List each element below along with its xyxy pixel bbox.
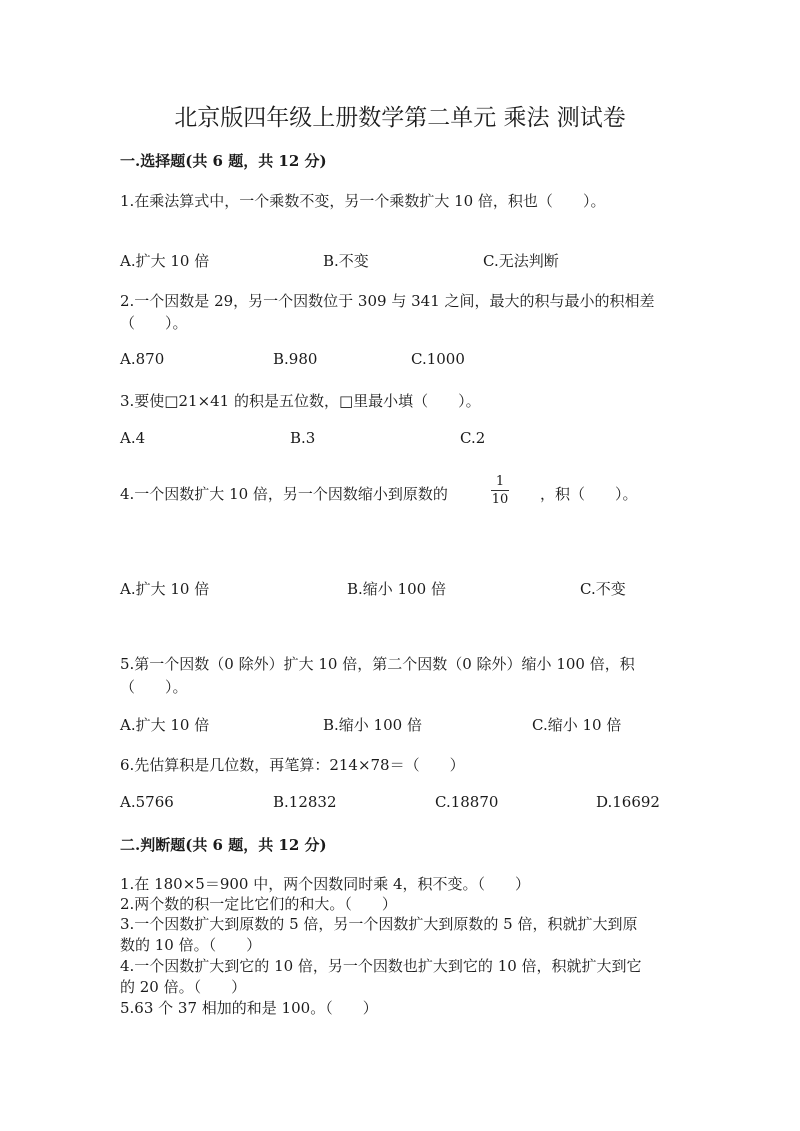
question-4-text-tail: ，积（ ）。 [540,485,638,503]
question-6-option-a: A.5766 [120,793,174,811]
question-6-option-d: D.16692 [596,793,660,811]
judgment-line: 2.两个数的积一定比它们的和大。（ ） [120,895,397,913]
fraction-numerator: 1 [495,474,505,489]
section-heading-choice: 一.选择题(共 6 题，共 12 分) [120,152,327,170]
question-3-option-a: A.4 [120,429,146,447]
question-4-option-c: C.不变 [580,580,626,598]
question-5-text-line2: （ ）。 [120,678,188,696]
question-5-text: 5.第一个因数（0 除外）扩大 10 倍，第二个因数（0 除外）缩小 100 倍，积 [120,655,635,673]
question-2-text-line2: （ ）。 [120,314,188,332]
question-3-text: 3.要使□21×41 的积是五位数，□里最小填（ ）。 [120,392,481,410]
question-6-option-b: B.12832 [273,793,337,811]
question-3-option-b: B.3 [290,429,316,447]
question-5-option-c: C.缩小 10 倍 [532,716,622,734]
question-2-option-a: A.870 [120,350,165,368]
judgment-line: 1.在 180×5＝900 中，两个因数同时乘 4，积不变。（ ） [120,875,531,893]
question-5-option-a: A.扩大 10 倍 [120,716,210,734]
judgment-line: 4.一个因数扩大到它的 10 倍，另一个因数也扩大到它的 10 倍，积就扩大到它 [120,957,642,975]
judgment-line: 5.63 个 37 相加的和是 100。（ ） [120,999,378,1017]
question-6-option-c: C.18870 [435,793,499,811]
question-5-option-b: B.缩小 100 倍 [323,716,422,734]
question-1-option-b: B.不变 [323,252,369,270]
question-1-option-c: C.无法判断 [483,252,559,270]
page-title: 北京版四年级上册数学第二单元 乘法 测试卷 [174,105,626,131]
judgment-line: 的 20 倍。（ ） [120,978,247,996]
question-2-option-b: B.980 [273,350,318,368]
fraction-denominator: 10 [491,492,509,507]
question-4-option-b: B.缩小 100 倍 [347,580,446,598]
section-heading-judgment: 二.判断题(共 6 题，共 12 分) [120,836,327,854]
question-4-option-a: A.扩大 10 倍 [120,580,210,598]
question-2-text: 2.一个因数是 29，另一个因数位于 309 与 341 之间，最大的积与最小的积相差 [120,292,655,310]
question-1-text: 1.在乘法算式中，一个乘数不变，另一个乘数扩大 10 倍，积也（ ）。 [120,192,606,210]
judgment-line: 3.一个因数扩大到原数的 5 倍，另一个因数扩大到原数的 5 倍，积就扩大到原 [120,915,638,933]
question-4-text: 4.一个因数扩大 10 倍，另一个因数缩小到原数的 [120,485,448,503]
question-6-text: 6.先估算积是几位数，再笔算：214×78＝（ ） [120,756,465,774]
question-2-option-c: C.1000 [411,350,465,368]
fraction-one-tenth [489,475,511,506]
judgment-line: 数的 10 倍。（ ） [120,936,262,954]
question-3-option-c: C.2 [460,429,486,447]
question-1-option-a: A.扩大 10 倍 [120,252,210,270]
